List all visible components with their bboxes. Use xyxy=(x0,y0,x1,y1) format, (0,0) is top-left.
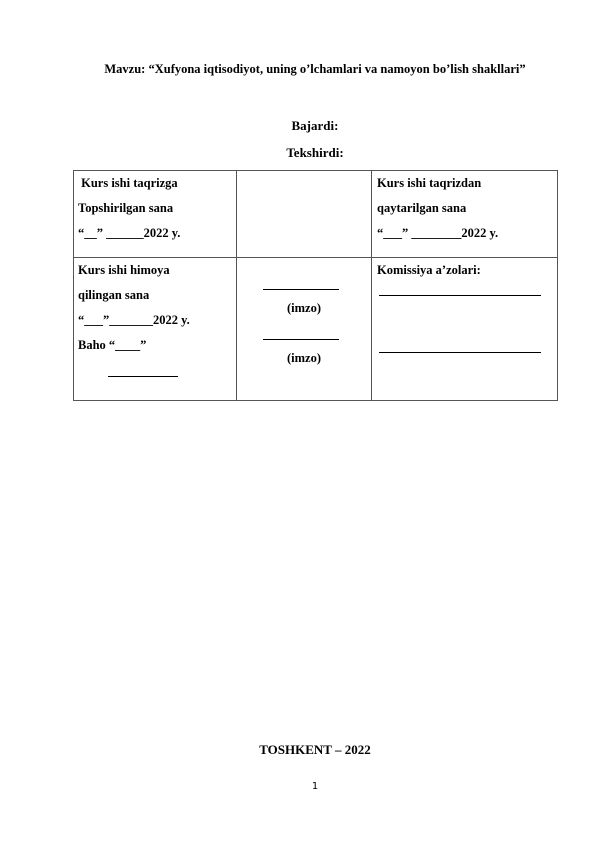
commission-member-line xyxy=(377,303,557,360)
signatures-cell xyxy=(237,258,372,401)
signature-caption: (imzo) xyxy=(286,301,321,315)
returned-from-review-cell xyxy=(372,171,558,258)
submitted-date-field: “__” ______2022 y. xyxy=(78,226,181,240)
defense-cell xyxy=(74,258,237,401)
empty-cell xyxy=(237,171,372,258)
review-table xyxy=(73,170,558,401)
document-topic: Mavzu: “Xufyona iqtisodiyot, uning o’lchamlari va namoyon bo’lish shakllari” xyxy=(104,62,526,76)
returned-date-label: qaytarilgan sana xyxy=(377,201,467,215)
commission-member-line xyxy=(377,283,557,303)
defense-date-label: qilingan sana xyxy=(78,288,150,302)
city-year: TOSHKENT – 2022 xyxy=(259,742,371,757)
signature-caption: (imzo) xyxy=(286,351,321,365)
commission-cell xyxy=(372,258,558,401)
submitted-for-review-cell xyxy=(74,171,237,258)
performed-by-label: Bajardi: xyxy=(291,118,339,133)
signature-line xyxy=(237,258,371,296)
grade-signature-line xyxy=(78,358,236,383)
grade-field: Baho “____” xyxy=(78,338,147,352)
commission-title: Komissiya a’zolari: xyxy=(377,263,481,277)
returned-date-field: “___” ________2022 y. xyxy=(377,226,499,240)
signature-line xyxy=(237,321,371,346)
review-row xyxy=(74,171,558,258)
defense-row xyxy=(74,258,558,401)
page-number: 1 xyxy=(311,781,319,792)
submitted-title: Kurs ishi taqrizga xyxy=(78,176,178,190)
defense-title: Kurs ishi himoya xyxy=(78,263,170,277)
checked-by-label: Tekshirdi: xyxy=(286,145,344,160)
submitted-date-label: Topshirilgan sana xyxy=(78,201,174,215)
defense-date-field: “___”_______2022 y. xyxy=(78,313,190,327)
returned-title: Kurs ishi taqrizdan xyxy=(377,176,482,190)
